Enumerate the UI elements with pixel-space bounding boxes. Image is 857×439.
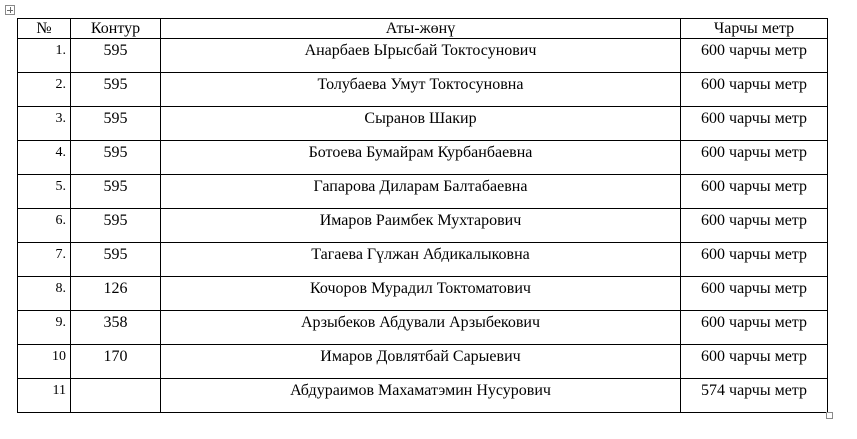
- cell-full-name: Имаров Довлятбай Сарыевич: [161, 345, 681, 379]
- cell-number: 1.: [18, 39, 71, 73]
- cell-contour: 358: [71, 311, 161, 345]
- header-square-meters: Чарчы метр: [681, 19, 828, 39]
- cell-number: 8.: [18, 277, 71, 311]
- cell-square-meters: 600 чарчы метр: [681, 107, 828, 141]
- header-number: №: [18, 19, 71, 39]
- table-row: [18, 141, 828, 175]
- cell-number: 7.: [18, 243, 71, 277]
- cell-number: 6.: [18, 209, 71, 243]
- cell-square-meters: 600 чарчы метр: [681, 39, 828, 73]
- cell-contour: 126: [71, 277, 161, 311]
- cell-contour: [71, 379, 161, 413]
- cell-full-name: Ботоева Бумайрам Курбанбаевна: [161, 141, 681, 175]
- cell-full-name: Абдураимов Махаматэмин Нусурович: [161, 379, 681, 413]
- cell-number: 9.: [18, 311, 71, 345]
- cell-square-meters: 600 чарчы метр: [681, 311, 828, 345]
- table-row: [18, 209, 828, 243]
- cell-contour: 595: [71, 141, 161, 175]
- cell-contour: 170: [71, 345, 161, 379]
- table-row: [18, 277, 828, 311]
- cell-full-name: Тагаева Гүлжан Абдикалыковна: [161, 243, 681, 277]
- table-row: [18, 311, 828, 345]
- header-contour: Контур: [71, 19, 161, 39]
- land-plot-table: [17, 18, 828, 413]
- cell-square-meters: 600 чарчы метр: [681, 73, 828, 107]
- cell-full-name: Арзыбеков Абдували Арзыбекович: [161, 311, 681, 345]
- cell-number: 2.: [18, 73, 71, 107]
- cell-number: 5.: [18, 175, 71, 209]
- cell-square-meters: 574 чарчы метр: [681, 379, 828, 413]
- cell-contour: 595: [71, 209, 161, 243]
- table-row: [18, 73, 828, 107]
- cell-number: 4.: [18, 141, 71, 175]
- table-row: [18, 107, 828, 141]
- cell-square-meters: 600 чарчы метр: [681, 345, 828, 379]
- cell-square-meters: 600 чарчы метр: [681, 175, 828, 209]
- cell-square-meters: 600 чарчы метр: [681, 141, 828, 175]
- cell-contour: 595: [71, 175, 161, 209]
- cell-contour: 595: [71, 39, 161, 73]
- table-move-handle-icon[interactable]: [5, 5, 15, 15]
- cell-number: 3.: [18, 107, 71, 141]
- table-row: [18, 175, 828, 209]
- cell-square-meters: 600 чарчы метр: [681, 277, 828, 311]
- table-row: [18, 345, 828, 379]
- cell-number: 11: [18, 379, 71, 413]
- cell-square-meters: 600 чарчы метр: [681, 243, 828, 277]
- cell-full-name: Толубаева Умут Токтосуновна: [161, 73, 681, 107]
- cell-full-name: Анарбаев Ырысбай Токтосунович: [161, 39, 681, 73]
- cell-contour: 595: [71, 73, 161, 107]
- cell-full-name: Кочоров Мурадил Токтоматович: [161, 277, 681, 311]
- cell-contour: 595: [71, 107, 161, 141]
- cell-full-name: Сыранов Шакир: [161, 107, 681, 141]
- cell-square-meters: 600 чарчы метр: [681, 209, 828, 243]
- cell-full-name: Гапарова Диларам Балтабаевна: [161, 175, 681, 209]
- cell-contour: 595: [71, 243, 161, 277]
- header-full-name: Аты-жөнү: [161, 19, 681, 39]
- cell-full-name: Имаров Раимбек Мухтарович: [161, 209, 681, 243]
- table-row: [18, 379, 828, 413]
- table-resize-handle-icon[interactable]: [826, 412, 833, 419]
- table-header-row: [18, 19, 828, 39]
- table-row: [18, 243, 828, 277]
- cell-number: 10: [18, 345, 71, 379]
- table-row: [18, 39, 828, 73]
